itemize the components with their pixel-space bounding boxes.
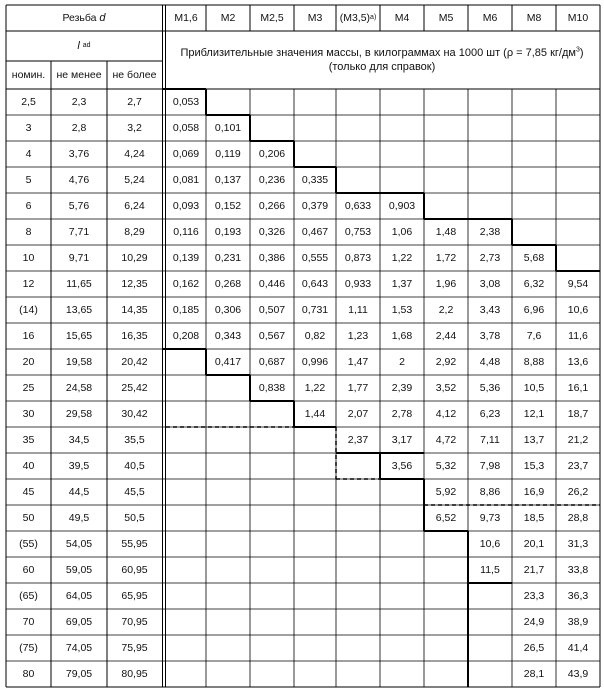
mass-cell: 0,058 — [172, 122, 200, 134]
mass-note-sup: 3 — [575, 46, 580, 54]
mass-cell: 1,22 — [304, 382, 326, 394]
length-cell: 24,58 — [65, 382, 93, 394]
mass-cell: 0,162 — [172, 278, 200, 290]
mass-cell: 2,39 — [391, 382, 413, 394]
mass-cell: 5,32 — [435, 460, 457, 472]
mass-cell: 3,78 — [479, 330, 501, 342]
mass-cell: 15,3 — [523, 460, 545, 472]
mass-cell: 7,6 — [526, 330, 542, 342]
length-cell: 34,5 — [68, 434, 90, 446]
length-cell: 11,65 — [66, 278, 92, 290]
mass-cell: 1,37 — [391, 278, 413, 290]
mass-cell: 43,9 — [567, 668, 589, 680]
size-header — [206, 5, 250, 31]
length-cell: 20,42 — [121, 356, 148, 368]
mass-cell: 0,069 — [172, 148, 200, 160]
size-header-label: M5 — [438, 12, 454, 24]
mass-cell: 2,92 — [435, 356, 457, 368]
length-cell: 16 — [22, 330, 35, 342]
length-cell: 45 — [22, 486, 35, 498]
length-cell: 5,76 — [68, 200, 90, 212]
thread-label: Резьба — [62, 12, 97, 24]
length-cell: 7,71 — [68, 226, 90, 238]
mass-cell: 10,5 — [523, 382, 545, 394]
mass-cell: 1,47 — [347, 356, 369, 368]
size-header — [512, 5, 556, 31]
length-cell: 10,29 — [121, 252, 148, 264]
length-cell: 4 — [25, 148, 32, 160]
mass-cell: 3,43 — [479, 304, 501, 316]
mass-cell: 0,417 — [214, 356, 242, 368]
length-cell: 60 — [22, 564, 35, 576]
thread-header — [6, 5, 162, 31]
mass-cell: 1,06 — [391, 226, 413, 238]
mass-cell: 0,731 — [301, 304, 329, 316]
mass-note-close: ) — [579, 47, 584, 59]
length-cell: 30 — [22, 408, 35, 420]
mass-cell: 1,11 — [348, 304, 368, 316]
length-cell: 20 — [22, 356, 35, 368]
mass-cell: 13,7 — [523, 434, 545, 446]
length-cell: 55,95 — [121, 538, 148, 550]
length-cell: 3,2 — [127, 122, 142, 134]
length-cell: 35 — [22, 434, 35, 446]
length-cell: 5,24 — [124, 174, 145, 186]
mass-cell: 4,72 — [435, 434, 457, 446]
size-header-label: M6 — [482, 12, 498, 24]
length-cell: 8,29 — [124, 226, 145, 238]
length-cell: 50 — [22, 512, 35, 524]
length-cell: 40 — [22, 460, 35, 472]
length-cell: 75,95 — [121, 642, 148, 654]
mass-note — [166, 40, 598, 80]
length-cell: 35,5 — [124, 434, 145, 446]
size-header-label: M1,6 — [174, 12, 198, 24]
length-cell: 12,35 — [121, 278, 148, 290]
mass-cell: 0,82 — [304, 330, 326, 342]
mass-cell: 0,643 — [301, 278, 329, 290]
length-cell: 25 — [22, 382, 35, 394]
mass-cell: 0,193 — [214, 226, 242, 238]
mass-cell: 16,1 — [567, 382, 589, 394]
thread-var: d — [99, 12, 106, 24]
mass-cell: 26,5 — [523, 642, 545, 654]
size-header-label: M10 — [567, 12, 589, 24]
length-cell: 65,95 — [121, 590, 148, 602]
mass-cell: 8,88 — [523, 356, 545, 368]
mass-cell: 3,56 — [391, 460, 413, 472]
length-cell: 45,5 — [124, 486, 145, 498]
mass-cell: 21,2 — [567, 434, 589, 446]
length-cell: 80,95 — [121, 668, 148, 680]
mass-cell: 7,11 — [480, 434, 500, 446]
length-cell: 2,3 — [71, 96, 87, 108]
mass-cell: 12,1 — [523, 408, 545, 420]
mass-cell: 0,306 — [214, 304, 242, 316]
mass-cell: 11,6 — [568, 330, 588, 342]
mass-cell: 26,2 — [567, 486, 589, 498]
mass-cell: 28,1 — [523, 668, 545, 680]
length-var: l — [77, 40, 80, 52]
length-cell: (14) — [19, 304, 38, 316]
length-cell: 74,05 — [65, 642, 93, 654]
size-header-label: M3 — [307, 12, 323, 24]
length-cell: 16,35 — [121, 330, 148, 342]
mass-cell: 0,053 — [172, 96, 200, 108]
mass-note-line2: (только для справок) — [328, 61, 436, 73]
mass-cell: 9,54 — [567, 278, 589, 290]
mass-cell: 0,507 — [258, 304, 286, 316]
mass-cell: 2,73 — [479, 252, 501, 264]
length-cell: 4,24 — [124, 148, 145, 160]
size-header — [250, 5, 294, 31]
length-cell: 9,71 — [68, 252, 90, 264]
length-cell: 70,95 — [121, 616, 148, 628]
length-cell: 64,05 — [65, 590, 93, 602]
length-cell: 79,05 — [65, 668, 93, 680]
length-cell: (75) — [19, 642, 38, 654]
mass-cell: 1,23 — [347, 330, 369, 342]
length-header: l ad — [77, 40, 91, 52]
mass-cell: 0,119 — [215, 148, 241, 160]
size-header — [468, 5, 512, 31]
mass-cell: 0,206 — [258, 148, 286, 160]
mass-cell: 4,48 — [479, 356, 501, 368]
mass-cell: 1,44 — [304, 408, 326, 420]
length-cell: 2,5 — [21, 96, 36, 108]
size-header-label: (M3,5) — [339, 12, 371, 24]
mass-cell: 0,266 — [258, 200, 286, 212]
length-cell: 19,58 — [65, 356, 93, 368]
mass-cell: 41,4 — [567, 642, 589, 654]
mass-cell: 33,8 — [567, 564, 589, 576]
sub-header-nom: номин. — [11, 69, 46, 81]
mass-cell: 0,555 — [301, 252, 329, 264]
mass-cell: 3,08 — [479, 278, 501, 290]
mass-cell: 5,68 — [523, 252, 545, 264]
mass-note-text: Приблизительные значения массы, в килограммах на 1000 шт (ρ = 7,85 кг/дм — [180, 47, 576, 59]
mass-cell: 0,231 — [214, 252, 242, 264]
mass-cell: 0,326 — [258, 226, 286, 238]
mass-cell: 6,52 — [435, 512, 457, 524]
mass-cell: 3,52 — [435, 382, 457, 394]
mass-cell: 8,86 — [479, 486, 501, 498]
length-cell: 70 — [22, 616, 35, 628]
mass-cell: 2,38 — [479, 226, 501, 238]
sub-header-max: не более — [112, 69, 157, 81]
mass-cell: 0,081 — [172, 174, 200, 186]
mass-cell: 1,77 — [347, 382, 369, 394]
length-cell: 2,7 — [127, 96, 142, 108]
size-header-label: M8 — [526, 12, 542, 24]
mass-cell: 6,23 — [479, 408, 501, 420]
mass-cell: 0,567 — [258, 330, 286, 342]
mass-cell: 0,139 — [172, 252, 200, 264]
size-header — [424, 5, 468, 31]
mass-cell: 0,137 — [214, 174, 242, 186]
length-cell: 5 — [25, 174, 32, 186]
mass-cell: 20,1 — [523, 538, 545, 550]
mass-cell: 1,22 — [391, 252, 413, 264]
mass-cell: 0,753 — [344, 226, 372, 238]
length-cell: 14,35 — [121, 304, 148, 316]
mass-cell: 1,53 — [391, 304, 413, 316]
mass-cell: 2,37 — [347, 434, 369, 446]
mass-cell: 2,78 — [391, 408, 413, 420]
mass-cell: 18,5 — [523, 512, 545, 524]
mass-cell: 0,446 — [258, 278, 286, 290]
mass-cell: 7,98 — [479, 460, 501, 472]
mass-cell: 23,3 — [523, 590, 545, 602]
mass-cell: 0,386 — [258, 252, 286, 264]
mass-cell: 0,873 — [344, 252, 372, 264]
mass-cell: 3,17 — [391, 434, 413, 446]
mass-cell: 0,208 — [172, 330, 200, 342]
mass-cell: 5,92 — [435, 486, 457, 498]
mass-cell: 0,903 — [388, 200, 416, 212]
length-cell: 3 — [25, 122, 32, 134]
mass-cell: 24,9 — [523, 616, 545, 628]
length-cell: 8 — [25, 226, 32, 238]
length-cell: 69,05 — [65, 616, 93, 628]
mass-cell: 13,6 — [567, 356, 589, 368]
length-cell: 40,5 — [124, 460, 145, 472]
mass-cell: 0,335 — [301, 174, 329, 186]
length-cell: (55) — [19, 538, 38, 550]
length-cell: (65) — [19, 590, 38, 602]
length-cell: 80 — [22, 668, 35, 680]
mass-cell: 0,236 — [258, 174, 286, 186]
mass-cell: 1,96 — [435, 278, 457, 290]
mass-cell: 21,7 — [523, 564, 545, 576]
mass-cell: 0,687 — [258, 356, 286, 368]
mass-note-line1 — [180, 46, 583, 60]
mass-cell: 31,3 — [567, 538, 589, 550]
mass-cell: 36,3 — [567, 590, 589, 602]
mass-cell: 18,7 — [567, 408, 589, 420]
length-cell: 2,8 — [71, 122, 87, 134]
size-header-label: M2 — [220, 12, 236, 24]
mass-cell: 0,093 — [172, 200, 200, 212]
size-header — [380, 5, 424, 31]
mass-cell: 6,32 — [523, 278, 545, 290]
mass-cell: 1,68 — [391, 330, 413, 342]
length-cell: 30,42 — [121, 408, 148, 420]
length-cell: 4,76 — [68, 174, 90, 186]
mass-cell: 4,12 — [435, 408, 457, 420]
mass-cell: 10,6 — [479, 538, 501, 550]
length-cell: 3,76 — [68, 148, 90, 160]
mass-cell: 2 — [399, 356, 405, 368]
length-cell: 13,65 — [65, 304, 93, 316]
length-cell: 39,5 — [68, 460, 90, 472]
length-cell: 50,5 — [124, 512, 145, 524]
size-header — [294, 5, 336, 31]
length-cell: 49,5 — [68, 512, 90, 524]
mass-cell: 2,44 — [435, 330, 457, 342]
size-header-label: M2,5 — [260, 12, 284, 24]
size-header — [166, 5, 206, 31]
length-cell: 6 — [25, 200, 32, 212]
mass-cell: 0,116 — [173, 226, 199, 238]
mass-cell: 28,8 — [567, 512, 589, 524]
length-cell: 44,5 — [68, 486, 90, 498]
mass-cell: 1,72 — [435, 252, 457, 264]
length-cell: 10 — [22, 252, 35, 264]
length-cell: 25,42 — [121, 382, 148, 394]
length-cell: 59,05 — [65, 564, 93, 576]
size-header: (M3,5) а) — [339, 12, 377, 24]
mass-cell: 2,07 — [347, 408, 369, 420]
mass-cell: 0,633 — [344, 200, 372, 212]
mass-cell: 0,185 — [172, 304, 200, 316]
mass-cell: 0,996 — [301, 356, 329, 368]
length-cell: 15,65 — [65, 330, 93, 342]
mass-cell: 0,838 — [258, 382, 286, 394]
mass-cell: 16,9 — [523, 486, 545, 498]
length-cell: 12 — [22, 278, 35, 290]
mass-cell: 38,9 — [567, 616, 589, 628]
mass-cell: 10,6 — [567, 304, 589, 316]
mass-cell: 0,933 — [344, 278, 372, 290]
mass-cell: 23,7 — [567, 460, 589, 472]
length-cell: 54,05 — [65, 538, 93, 550]
mass-cell: 11,5 — [480, 564, 500, 576]
mass-cell: 6,96 — [523, 304, 545, 316]
mass-cell: 0,343 — [214, 330, 242, 342]
length-cell: 29,58 — [65, 408, 93, 420]
mass-cell: 0,379 — [301, 200, 329, 212]
mass-cell: 0,268 — [214, 278, 242, 290]
size-header — [556, 5, 600, 31]
mass-cell: 0,152 — [214, 200, 242, 212]
mass-cell: 2,2 — [438, 304, 454, 316]
mass-cell: 9,73 — [479, 512, 501, 524]
mass-cell: 0,101 — [214, 122, 242, 134]
length-cell: 6,24 — [124, 200, 145, 212]
mass-cell: 0,467 — [301, 226, 329, 238]
mass-cell: 5,36 — [479, 382, 501, 394]
size-header-label: M4 — [394, 12, 410, 24]
sub-header-min: не менее — [56, 69, 102, 81]
length-cell: 60,95 — [121, 564, 148, 576]
mass-cell: 1,48 — [435, 226, 457, 238]
